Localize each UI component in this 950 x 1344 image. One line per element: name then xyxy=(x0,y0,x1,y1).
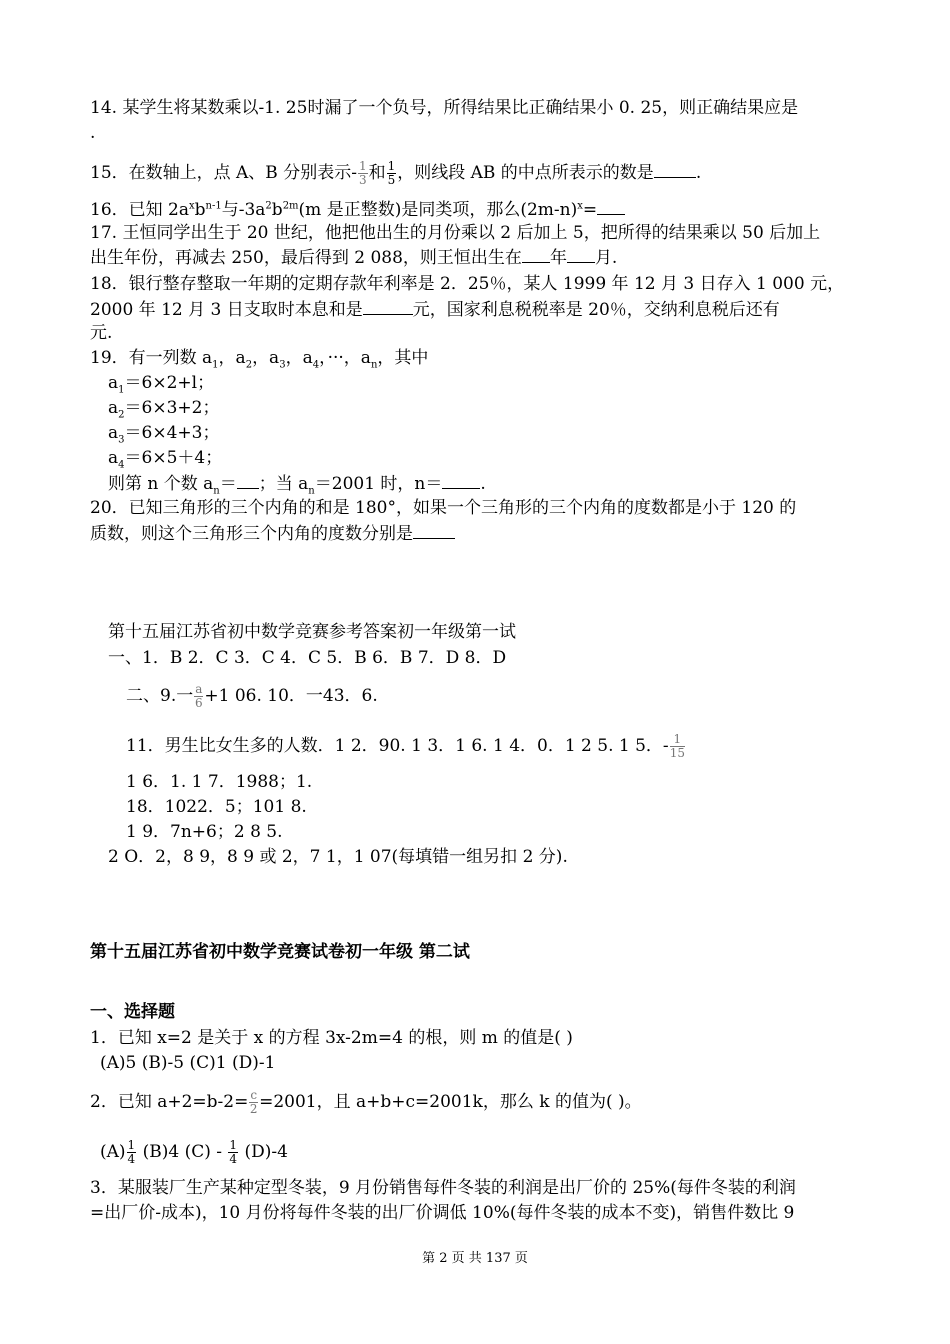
question-19-a3: $a_3=6\times 4+3$； xyxy=(108,423,220,446)
problem-1-options: (A)5 (B)-5 (C)1 (D)-1 xyxy=(100,1053,276,1073)
fraction-one-quarter: $\frac{1}{4}$ xyxy=(127,1138,136,1166)
second-test-title: 第十五届江苏省初中数学竞赛试卷初一年级 第二试 xyxy=(90,942,470,962)
question-19-last: 则第 n 个数 $a_n=$ ；当 $a_n=2001$ 时，n＝ . xyxy=(108,474,486,497)
question-19-a1: $a_1=6\times 2+l$； xyxy=(108,373,215,396)
question-16: 16．已知 $2a^xb^{n-1}$与$-3a^2b^{2m}(m$ 是正整数)是同类项，那么$(2m-n)^x=$ xyxy=(90,198,625,221)
answer-line-18: 18．1022．5；101 8. xyxy=(126,797,307,817)
answer-section-1: 一、1．B 2．C 3．C 4．C 5．B 6．B 7．D 8．D xyxy=(108,648,507,668)
question-18-line-1: 18．银行整存整取一年期的定期存款年利率是 2．25％，某人 1999 年 12 月 3 日存入 1 000 元， xyxy=(90,274,845,294)
question-17-line-2: 出生年份，再减去 250，最后得到 2 088，则王恒出生在 年 月. xyxy=(90,248,618,268)
answer-line-16: 1 6．1. 1 7．1988；1. xyxy=(126,772,313,792)
answer-line-11: 11．男生比女生多的人数．1 2．90. 1 3．1 6. 1 4．0．1 2 5. 1 5．- $\frac{1}{15}$ xyxy=(126,732,685,760)
answer-line-19: 1 9．7n+6；2 8 5. xyxy=(126,822,283,842)
problem-3-line-2: =出厂价-成本)，10 月份将每件冬装的出厂价调低 10%(每件冬装的成本不变)，销售件数比 9 xyxy=(90,1203,795,1223)
answer-blank xyxy=(597,198,625,215)
question-18-line-2: 2000 年 12 月 3 日支取时本息和是 元，国家利息税税率是 20％，交纳利息税后还有 xyxy=(90,300,780,320)
answer-title: 第十五届江苏省初中数学竞赛参考答案初一年级第一试 xyxy=(108,622,516,642)
answer-section-2: 二、9.一 $\frac{a}{6}$ +1 06. 10．一43．6. xyxy=(126,682,378,710)
question-14: 14. 某学生将某数乘以-1. 25时漏了一个负号，所得结果比正确结果小 0. 25，则正确结果应是 xyxy=(90,98,799,118)
question-18-line-3: 元. xyxy=(90,323,113,343)
answer-blank xyxy=(654,161,696,178)
answer-blank xyxy=(442,472,480,489)
answer-blank xyxy=(413,522,455,539)
question-15: 15．在数轴上，点 A、B 分别表示- $\frac{1}{3}$ 和 $\frac{1}{5}$ ，则线段 AB 的中点所表示的数是 . xyxy=(90,159,702,187)
answer-line-20: 2 O．2，8 9，8 9 或 2，7 1，1 07(每填错一组另扣 2 分). xyxy=(108,847,568,867)
question-14-end: . xyxy=(90,123,96,143)
answer-blank xyxy=(567,246,595,263)
question-19-a4: $a_4=6\times 5+4$； xyxy=(108,448,223,471)
problem-2: 2．已知 a+2=b-2= $\frac{c}{2}$ =2001，且 a+b+c=2001k，那么 k 的值为( )。 xyxy=(90,1088,642,1116)
problem-1: 1．已知 x=2 是关于 x 的方程 3x-2m=4 的根，则 m 的值是( ) xyxy=(90,1028,573,1048)
fraction-one-fifteenth: $\frac{1}{15}$ xyxy=(669,732,685,760)
question-20-line-1: 20．已知三角形的三个内角的和是 180°，如果一个三角形的三个内角的度数都是小于 120 的 xyxy=(90,498,797,518)
question-19-a2: $a_2=6\times 3+2$； xyxy=(108,398,220,421)
answer-blank xyxy=(363,298,413,315)
fraction-one-fifth: $\frac{1}{5}$ xyxy=(387,159,396,187)
question-17-line-1: 17. 王恒同学出生于 20 世纪，他把他出生的月份乘以 2 后加上 5，把所得的结果乘以 50 后加上 xyxy=(90,223,821,243)
fraction-c-over-2: $\frac{c}{2}$ xyxy=(249,1088,258,1116)
answer-blank xyxy=(237,472,259,489)
page-footer: 第 2 页 共 137 页 xyxy=(422,1251,528,1266)
fraction-one-third: $\frac{1}{3}$ xyxy=(358,159,367,187)
answer-blank xyxy=(522,246,550,263)
problem-2-options: (A) $\frac{1}{4}$ (B)4 (C) - $\frac{1}{4}$ (D)-4 xyxy=(100,1138,288,1166)
fraction-one-quarter: $\frac{1}{4}$ xyxy=(229,1138,238,1166)
section-heading: 一、选择题 xyxy=(90,1002,175,1022)
fraction-a-over-6: $\frac{a}{6}$ xyxy=(194,682,203,710)
problem-3-line-1: 3．某服装厂生产某种定型冬装，9 月份销售每件冬装的利润是出厂价的 25%(每件冬装的利润 xyxy=(90,1178,796,1198)
question-19-line-1: 19．有一列数 $a_1$，$a_2$，$a_3$，$a_4$，···，$a_n$，其中 xyxy=(90,348,429,371)
question-20-line-2: 质数，则这个三角形三个内角的度数分别是 xyxy=(90,522,455,545)
